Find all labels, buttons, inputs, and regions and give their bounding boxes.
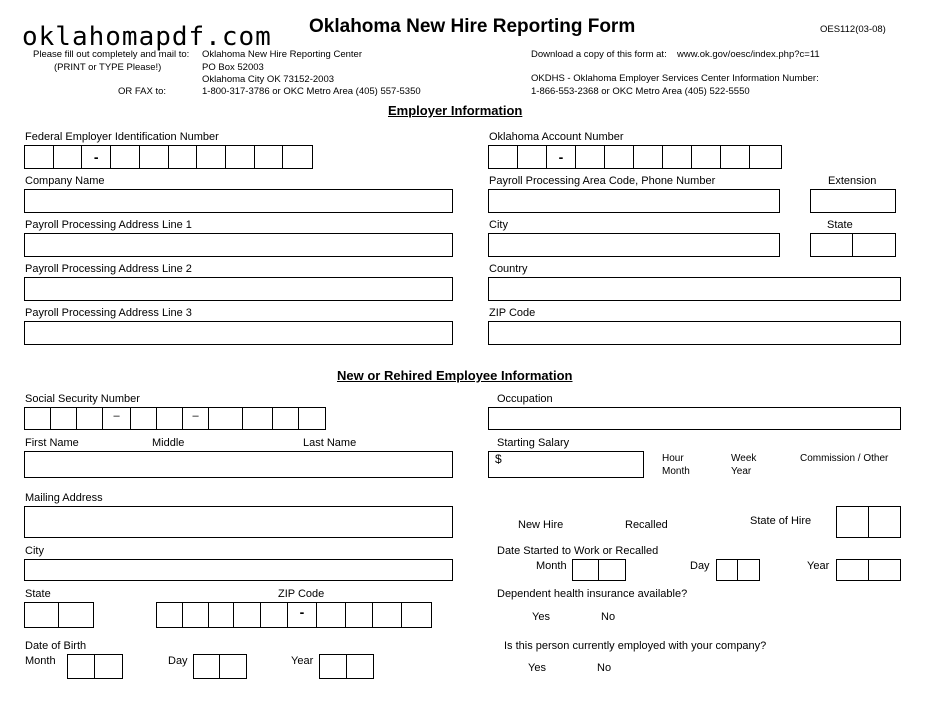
ssn-dash: – (192, 410, 199, 422)
ok-account-label: Oklahoma Account Number (489, 131, 624, 143)
state-of-hire-input[interactable] (836, 506, 901, 538)
ssn-cell[interactable] (209, 408, 243, 429)
start-year-input[interactable] (836, 559, 901, 581)
download-link[interactable]: www.ok.gov/oesc/index.php?c=11 (677, 49, 820, 60)
dob-label: Date of Birth (25, 640, 87, 652)
ok-account-cell[interactable] (721, 146, 750, 168)
zip-cell[interactable] (317, 603, 346, 627)
form-code: OES112(03-08) (820, 24, 886, 35)
pay-hour-option[interactable]: Hour (662, 453, 684, 464)
mailing-address-input[interactable] (24, 506, 453, 538)
zip-cell[interactable] (261, 603, 288, 627)
company-label: Company Name (25, 175, 105, 187)
dollar-sign: $ (495, 452, 502, 466)
employer-state-label: State (827, 219, 853, 231)
employee-zip-input[interactable] (156, 602, 432, 628)
dob-cell[interactable] (68, 655, 95, 678)
employer-zip-label: ZIP Code (489, 307, 536, 319)
dependent-insurance-label: Dependent health insurance available? (497, 588, 688, 600)
zip-dash: - (299, 604, 305, 620)
fein-cell[interactable] (54, 146, 83, 168)
employer-state-input[interactable] (810, 233, 896, 257)
country-input[interactable] (488, 277, 901, 301)
dob-cell[interactable] (95, 655, 122, 678)
ssn-input[interactable] (24, 407, 326, 430)
new-hire-option[interactable]: New Hire (518, 519, 564, 531)
employer-zip-input[interactable] (488, 321, 901, 345)
ok-account-cell[interactable] (518, 146, 547, 168)
ok-account-cell[interactable] (489, 146, 518, 168)
pay-month-option[interactable]: Month (662, 466, 690, 477)
okdhs-line: OKDHS - Oklahoma Employer Services Center Information Number: (531, 73, 819, 84)
fein-cell[interactable] (25, 146, 54, 168)
fein-cell[interactable] (140, 146, 169, 168)
state-cell[interactable] (59, 603, 93, 627)
employee-heading: New or Rehired Employee Information (337, 368, 573, 383)
fein-cell[interactable] (197, 146, 226, 168)
employer-heading: Employer Information (388, 103, 523, 118)
fein-dash-cell (82, 146, 111, 168)
payroll-phone-label: Payroll Processing Area Code, Phone Number (489, 175, 716, 187)
employer-city-label: City (489, 219, 508, 231)
dob-year-input[interactable] (319, 654, 374, 679)
employed-no-option[interactable]: No (597, 662, 612, 674)
dob-month-label: Month (25, 655, 56, 667)
date-started-label: Date Started to Work or Recalled (497, 545, 659, 557)
ssn-cell[interactable] (77, 408, 103, 429)
addr1-label: Payroll Processing Address Line 1 (25, 219, 192, 231)
fein-cell[interactable] (169, 146, 198, 168)
start-day-label: Day (690, 560, 710, 572)
zip-cell[interactable] (234, 603, 261, 627)
employee-city-input[interactable] (24, 559, 453, 581)
ssn-cell[interactable] (157, 408, 183, 429)
employee-state-label: State (25, 588, 51, 600)
fein-cell[interactable] (111, 146, 140, 168)
fein-label: Federal Employer Identification Number (25, 131, 219, 143)
ok-account-cell[interactable] (750, 146, 779, 168)
ok-account-cell[interactable] (605, 146, 634, 168)
employer-city-input[interactable] (488, 233, 780, 257)
zip-dash-cell (288, 603, 317, 627)
currently-employed-label: Is this person currently employed with your company? (504, 640, 767, 652)
page-title: Oklahoma New Hire Reporting Form (309, 16, 636, 37)
state-cell[interactable] (25, 603, 59, 627)
fein-cell[interactable] (226, 146, 255, 168)
pay-week-option[interactable]: Week (731, 453, 757, 464)
date-cell[interactable] (738, 560, 759, 580)
employee-state-input[interactable] (24, 602, 94, 628)
addr3-label: Payroll Processing Address Line 3 (25, 307, 192, 319)
ok-account-cell[interactable] (663, 146, 692, 168)
dob-day-input[interactable] (193, 654, 247, 679)
ssn-dash-cell (103, 408, 131, 429)
dependent-yes-option[interactable]: Yes (532, 611, 550, 623)
ok-account-dash-cell (547, 146, 576, 168)
ssn-cell[interactable] (299, 408, 325, 429)
date-cell[interactable] (717, 560, 738, 580)
ssn-cell[interactable] (25, 408, 51, 429)
zip-cell[interactable] (373, 603, 402, 627)
zip-cell[interactable] (209, 603, 235, 627)
last-name-label: Last Name (303, 437, 357, 449)
date-cell[interactable] (837, 560, 869, 580)
ok-account-cell[interactable] (576, 146, 605, 168)
date-cell[interactable] (599, 560, 625, 580)
ssn-label: Social Security Number (25, 393, 140, 405)
addr2-input[interactable] (24, 277, 453, 301)
state-cell[interactable] (853, 234, 895, 256)
zip-cell[interactable] (346, 603, 374, 627)
dob-year-label: Year (291, 655, 314, 667)
ok-account-cell[interactable] (634, 146, 663, 168)
start-month-input[interactable] (572, 559, 626, 581)
dob-month-input[interactable] (67, 654, 123, 679)
starting-salary-label: Starting Salary (497, 437, 570, 449)
state-of-hire-cell[interactable] (837, 507, 869, 537)
fein-cell[interactable] (255, 146, 284, 168)
start-month-label: Month (536, 560, 567, 572)
starting-salary-input[interactable] (488, 451, 644, 478)
mail-label: Please fill out completely and mail to: (33, 49, 190, 60)
po-box: PO Box 52003 (202, 62, 264, 73)
zip-cell[interactable] (402, 603, 431, 627)
dob-day-label: Day (168, 655, 188, 667)
state-of-hire-label: State of Hire (750, 515, 812, 527)
occupation-label: Occupation (497, 393, 553, 405)
employee-zip-label: ZIP Code (278, 588, 325, 600)
state-of-hire-cell[interactable] (869, 507, 900, 537)
first-name-label: First Name (25, 437, 79, 449)
fein-input[interactable] (24, 145, 313, 169)
ssn-cell[interactable] (273, 408, 299, 429)
date-cell[interactable] (869, 560, 900, 580)
addr1-input[interactable] (24, 233, 453, 257)
ok-account-cell[interactable] (692, 146, 721, 168)
print-note: (PRINT or TYPE Please!) (54, 62, 162, 73)
ok-account-input[interactable] (488, 145, 782, 169)
download-label: Download a copy of this form at: (531, 49, 667, 60)
mailing-address-label: Mailing Address (25, 492, 103, 504)
dob-cell[interactable] (220, 655, 246, 678)
start-day-input[interactable] (716, 559, 760, 581)
company-input[interactable] (24, 189, 453, 213)
fein-dash: - (93, 149, 99, 165)
middle-name-label: Middle (152, 437, 185, 449)
okdhs-phone: 1-866-553-2368 or OKC Metro Area (405) 522-5550 (531, 86, 750, 97)
ssn-cell[interactable] (131, 408, 157, 429)
pay-year-option[interactable]: Year (731, 466, 752, 477)
fax-line: 1-800-317-3786 or OKC Metro Area (405) 557-5350 (202, 86, 421, 97)
city-line: Oklahoma City OK 73152-2003 (202, 74, 335, 85)
ok-account-dash: - (558, 149, 564, 165)
watermark: oklahomapdf.com (22, 22, 272, 52)
payroll-phone-input[interactable] (488, 189, 780, 213)
ssn-dash: – (113, 410, 120, 422)
occupation-input[interactable] (488, 407, 901, 430)
extension-input[interactable] (810, 189, 896, 213)
name-input[interactable] (24, 451, 453, 478)
recalled-option[interactable]: Recalled (625, 519, 668, 531)
ssn-cell[interactable] (243, 408, 273, 429)
addr2-label: Payroll Processing Address Line 2 (25, 263, 192, 275)
country-label: Country (489, 263, 528, 275)
pay-commission-option[interactable]: Commission / Other (800, 453, 889, 464)
dependent-no-option[interactable]: No (601, 611, 616, 623)
zip-cell[interactable] (183, 603, 209, 627)
ssn-dash-cell (183, 408, 209, 429)
extension-label: Extension (828, 175, 877, 187)
ssn-cell[interactable] (51, 408, 77, 429)
state-cell[interactable] (811, 234, 853, 256)
dob-cell[interactable] (320, 655, 347, 678)
employed-yes-option[interactable]: Yes (528, 662, 546, 674)
center-name: Oklahoma New Hire Reporting Center (202, 49, 362, 60)
addr3-input[interactable] (24, 321, 453, 345)
employee-city-label: City (25, 545, 44, 557)
dob-cell[interactable] (347, 655, 373, 678)
date-cell[interactable] (573, 560, 599, 580)
start-year-label: Year (807, 560, 830, 572)
zip-cell[interactable] (157, 603, 183, 627)
dob-cell[interactable] (194, 655, 220, 678)
fax-label: OR FAX to: (118, 86, 167, 97)
fein-cell[interactable] (283, 146, 312, 168)
